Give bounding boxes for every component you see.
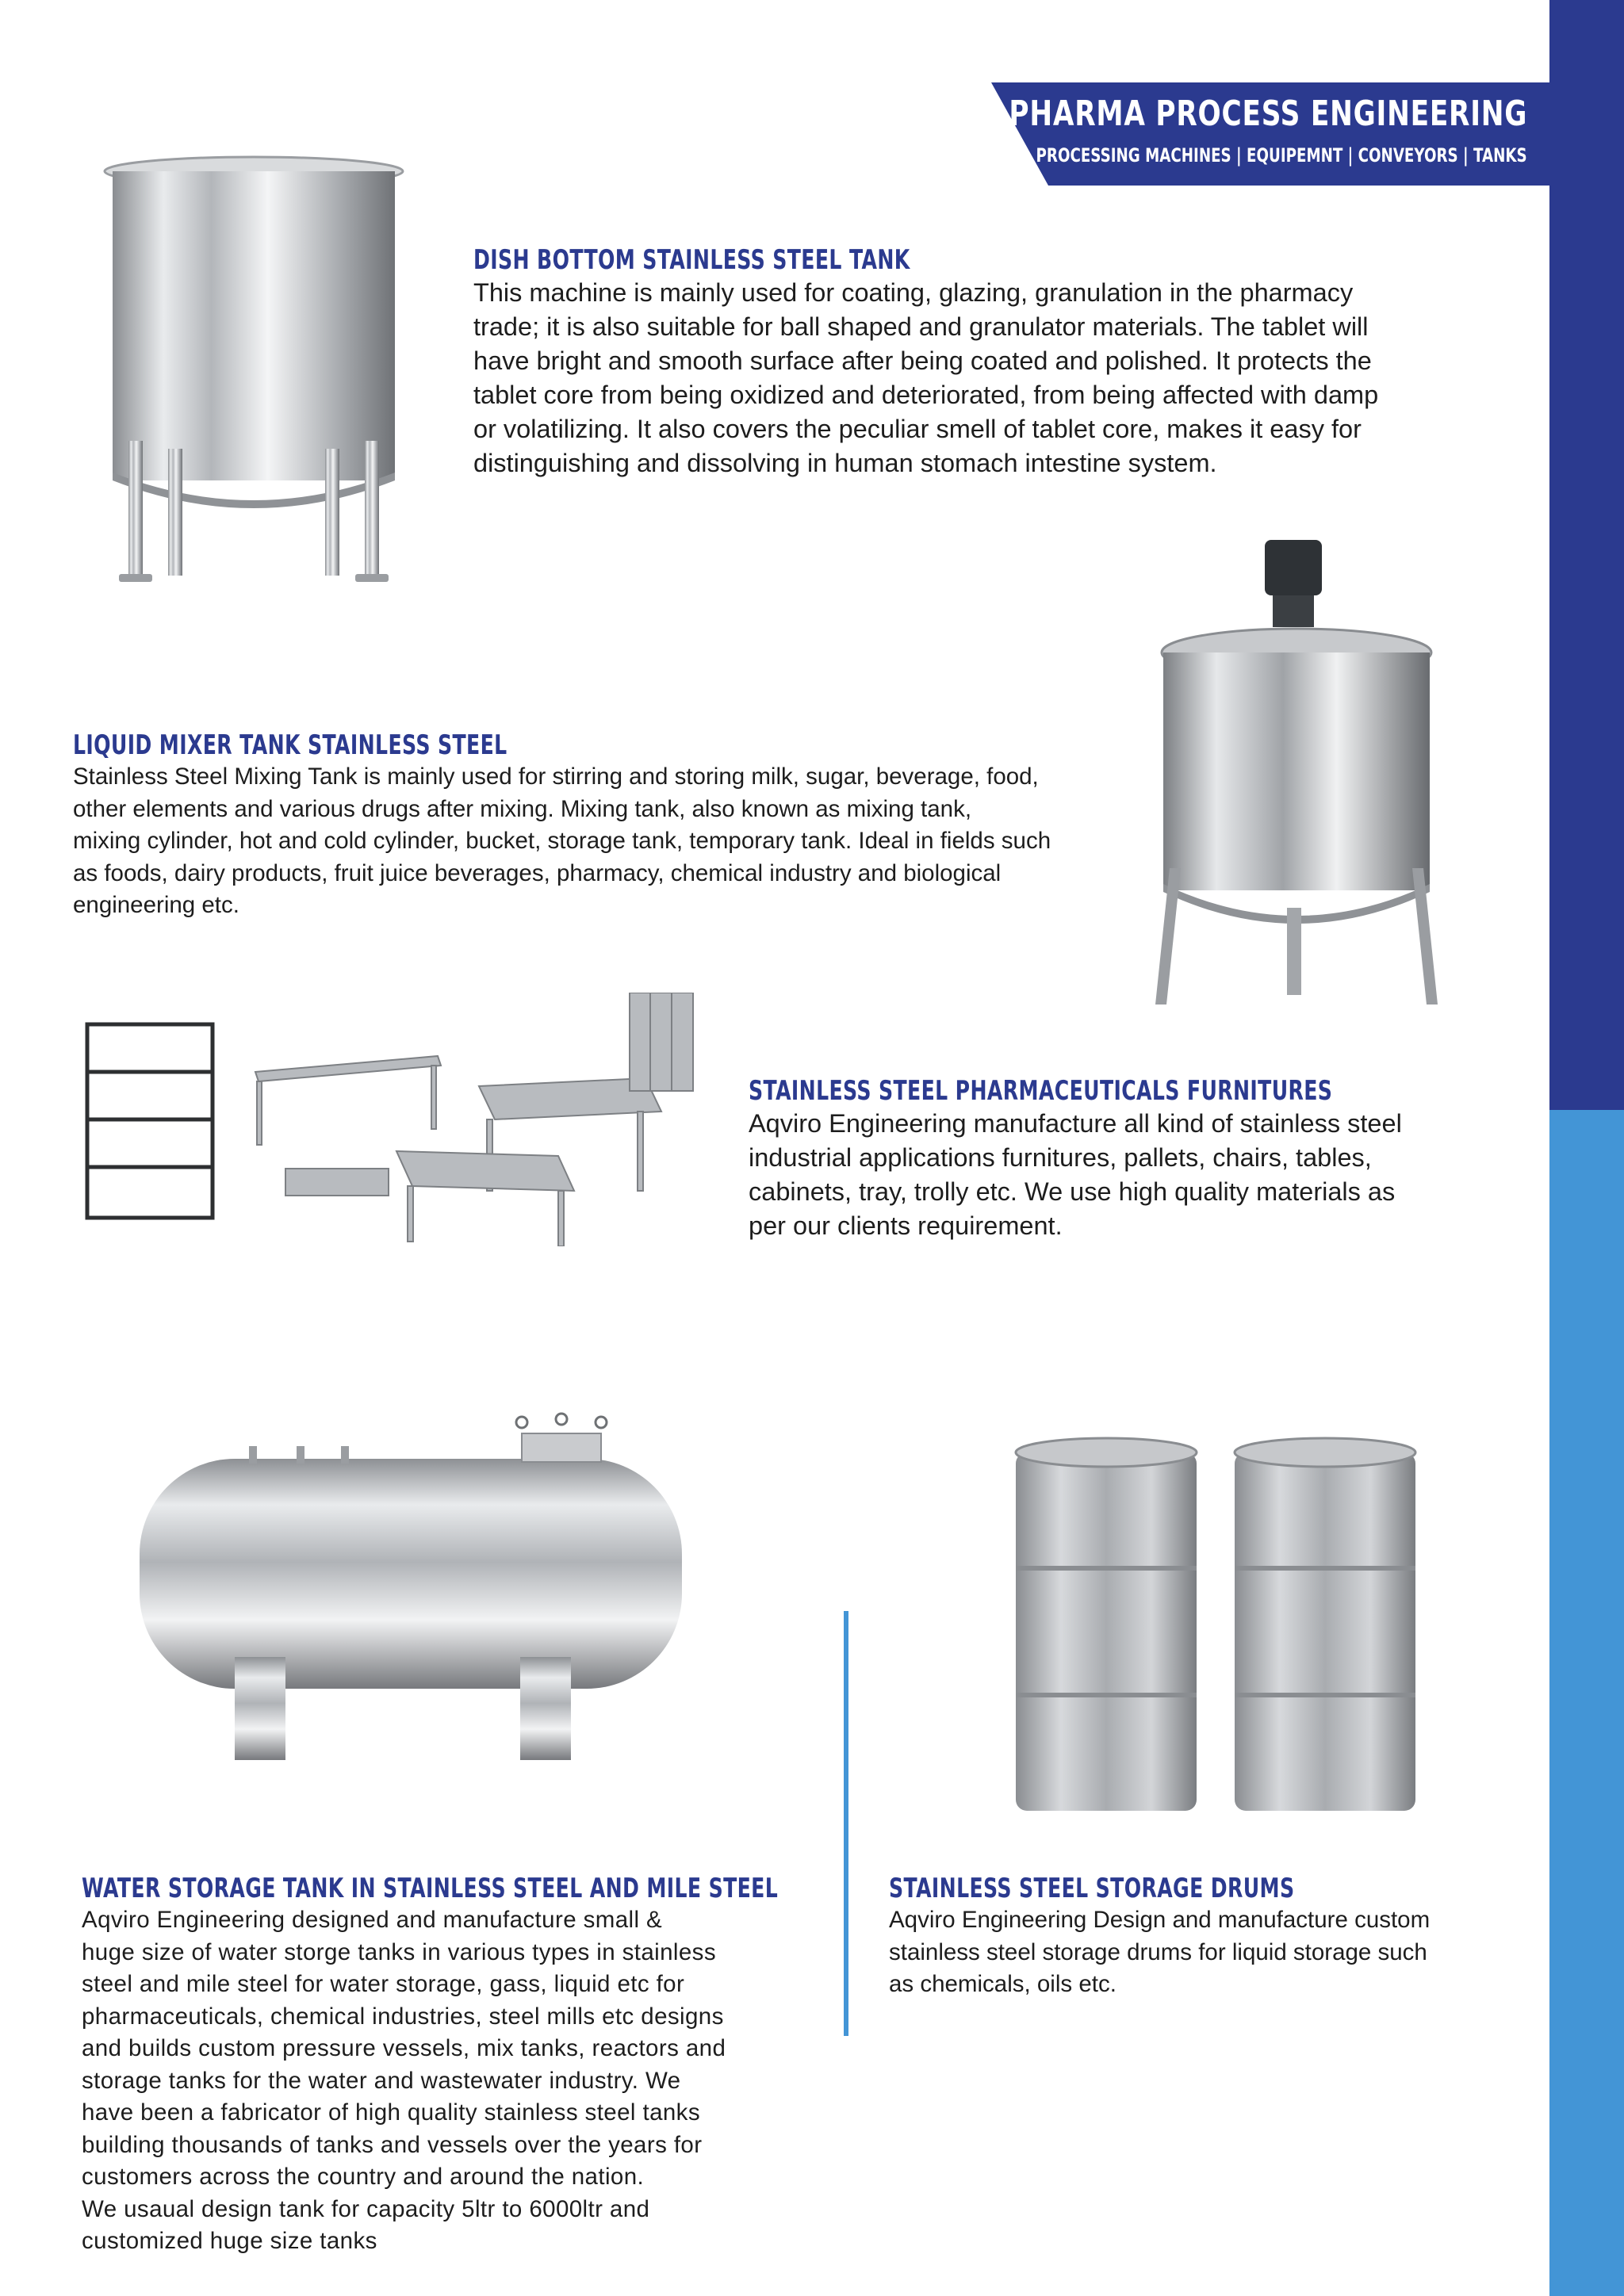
section-liquid-mixer-tank [73,729,1136,922]
steel-furniture-icon [82,993,717,1246]
section-heading: WATER STORAGE TANK IN STAINLESS STEEL AND MILE STEEL [82,1873,779,1904]
section-heading: STAINLESS STEEL STORAGE DRUMS [889,1873,1295,1904]
section-text: Aqviro Engineering Design and manufacture custom stainless steel storage drums for liquid storage such as chemicals, oils etc. [889,1907,1431,1997]
section-text: Aqviro Engineering designed and manufacture small & huge size of water storge tanks in various types in stainless steel and mile steel for water storage, gass, liquid etc for pharmaceuticals, chemical industries, steel mills etc designs and builds custom pressure vessels, mix tanks, reactors and storage tanks for the water and wastewater industry. We have been a fabricator of high quality stainless steel tanks building thousands of tanks and vessels over the years for customers across the country and around the nation. We usaual design tank for capacity 5ltr to 6000ltr and customized huge size tanks [82,1907,726,2254]
section-dish-bottom-tank [473,244,1528,480]
page-subtitle: PROCESSING MACHINES | EQUIPEMNT | CONVEYORS | TANKS [1036,144,1527,166]
section-heading: STAINLESS STEEL PHARMACEUTICALS FURNITURES [749,1075,1333,1107]
section-text: This machine is mainly used for coating, glazing, granulation in the pharmacy trade; it is also suitable for ball shaped and granulator materials. The tablet will have bright and smooth surface after being coated and polished. It protects the tablet core from being oxidized and deteriorated, from being affected with damp or volatilizing. It also covers the peculiar smell of tablet core, makes it easy for distinguishing and dissolving in human stomach intestine system. [473,278,1379,477]
right-edge-bar-dark [1549,0,1624,1110]
section-heading: LIQUID MIXER TANK STAINLESS STEEL [73,729,508,761]
section-heading: DISH BOTTOM STAINLESS STEEL TANK [473,244,910,276]
section-pharma-furnitures [749,1075,1542,1243]
header-banner [991,82,1549,186]
section-water-storage-tank [82,1873,795,2258]
vertical-divider [844,1611,848,2036]
page-title: PHARMA PROCESS ENGINEERING [1009,94,1527,134]
right-edge-bar-light [1549,1110,1624,2296]
section-text: Stainless Steel Mixing Tank is mainly used for stirring and storing milk, sugar, beverage, food, other elements and various drugs after mixing. Mixing tank, also known as mixing tank, mixing cylinder, hot and cold cylinder, bucket, storage tank, temporary tank. Ideal in fields such as foods, dairy products, fruit juice beverages, pharmacy, chemical industry and biological engineering etc. [73,763,1051,918]
section-text: Aqviro Engineering manufacture all kind of stainless steel industrial applications furnitures, pallets, chairs, tables, cabinets, tray, trolly etc. We use high quality materials as per our clients requirement. [749,1109,1402,1240]
horizontal-tank-icon [133,1411,688,1776]
storage-drums-icon [1011,1433,1423,1830]
mixer-tank-icon [1154,535,1439,1011]
dish-bottom-tank-icon [95,155,412,590]
section-storage-drums [889,1873,1539,2001]
